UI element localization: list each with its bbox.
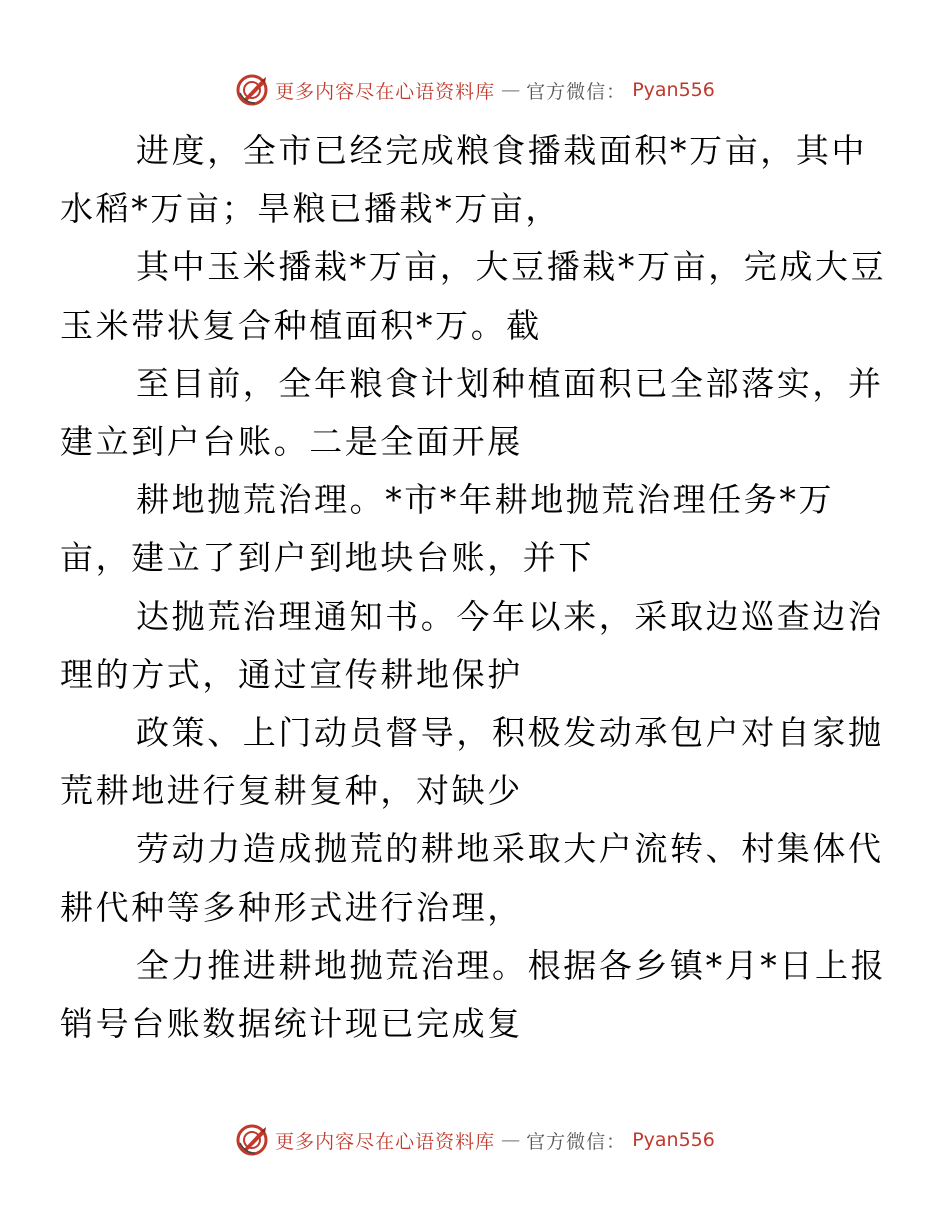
footer-banner-text: 更多内容尽在心语资料库 <box>275 1130 496 1153</box>
footer-wechat-id: Pyan556 <box>632 1129 715 1151</box>
paragraph-line: 玉米带状复合种植面积*万。截 <box>60 305 542 345</box>
paragraph-line: 耕地抛荒治理。*市*年耕地抛荒治理任务*万 <box>136 480 835 520</box>
header-wechat-id: Pyan556 <box>632 79 715 101</box>
header-banner-text: 更多内容尽在心语资料库 <box>275 80 496 103</box>
paragraph <box>60 820 884 936</box>
document-body <box>60 122 887 1053</box>
paragraph-line: 理的方式，通过宣传耕地保护 <box>60 654 523 694</box>
footer-banner <box>0 1120 950 1160</box>
paragraph-line: 至目前，全年粮食计划种植面积已全部落实，并 <box>136 363 884 403</box>
paragraph <box>60 355 884 471</box>
paragraph-line: 达抛荒治理通知书。今年以来，采取边巡查边治 <box>136 596 884 636</box>
paragraph-line: 其中玉米播栽*万亩，大豆播栽*万亩，完成大豆 <box>136 247 887 287</box>
paragraph-line: 政策、上门动员督导，积极发动承包户对自家抛 <box>136 713 884 753</box>
paragraph-line: 荒耕地进行复耕复种，对缺少 <box>60 771 523 811</box>
paragraph <box>60 588 884 704</box>
paragraph <box>60 471 858 587</box>
paragraph-line: 建立到户台账。二是全面开展 <box>60 422 523 462</box>
header-banner <box>0 70 950 110</box>
logo-icon <box>235 73 269 107</box>
paragraph <box>60 704 884 820</box>
footer-wechat-label: 官方微信： <box>526 1130 627 1153</box>
paragraph-line: 劳动力造成抛荒的耕地采取大户流转、村集体代 <box>136 829 884 869</box>
header-banner-dash: — <box>501 79 521 101</box>
header-wechat-label: 官方微信： <box>526 80 627 103</box>
paragraph-line: 销号台账数据统计现已完成复 <box>60 1004 523 1044</box>
paragraph-line: 进度，全市已经完成粮食播栽面积*万亩，其中 <box>136 131 868 170</box>
paragraph <box>60 937 887 1053</box>
footer-banner-dash: — <box>501 1129 521 1151</box>
paragraph-line: 亩，建立了到户到地块台账，并下 <box>60 538 594 578</box>
paragraph <box>60 122 868 238</box>
paragraph-line: 水稻*万亩；旱粮已播栽*万亩， <box>60 189 561 229</box>
paragraph <box>60 238 887 354</box>
paragraph-line: 耕代种等多种形式进行治理， <box>60 887 523 927</box>
logo-icon <box>235 1123 269 1157</box>
paragraph-line: 全力推进耕地抛荒治理。根据各乡镇*月*日上报 <box>136 945 887 985</box>
